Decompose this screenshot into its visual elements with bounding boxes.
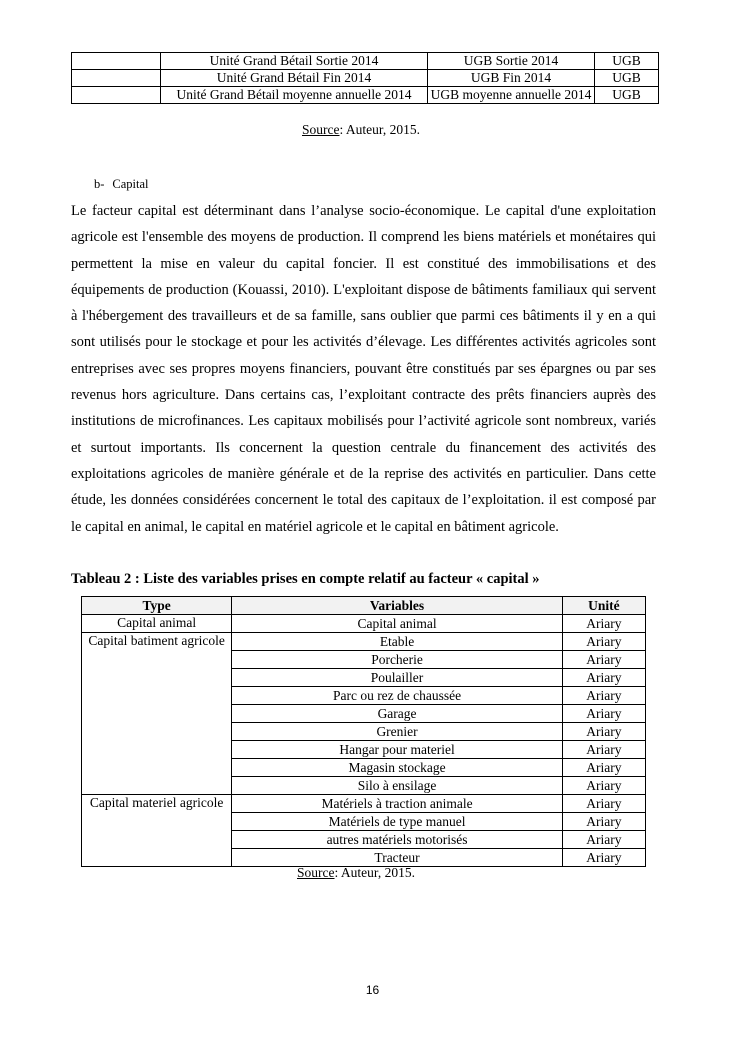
table-cell: UGB moyenne annuelle 2014 [428, 87, 595, 104]
table-cell [72, 53, 161, 70]
table-row [82, 795, 646, 813]
unit-cell: Ariary [562, 831, 645, 849]
unit-cell: Ariary [562, 795, 645, 813]
table2-source [297, 865, 415, 881]
table-cell: UGB [595, 53, 659, 70]
unit-cell: Ariary [562, 741, 645, 759]
table-row [72, 53, 659, 70]
unit-cell: Ariary [562, 633, 645, 651]
type-cell: Capital materiel agricole [82, 795, 232, 867]
table-capital-variables [81, 596, 646, 867]
source-label: Source [302, 122, 340, 137]
table-row [72, 87, 659, 104]
header-unit: Unité [562, 597, 645, 615]
source-label: Source [297, 865, 335, 880]
table2-body [82, 615, 646, 867]
unit-cell: Ariary [562, 849, 645, 867]
unit-cell: Ariary [562, 759, 645, 777]
variable-cell: Hangar pour materiel [232, 741, 563, 759]
variable-cell: Grenier [232, 723, 563, 741]
table-ugb-continuation [71, 52, 659, 104]
unit-cell: Ariary [562, 669, 645, 687]
section-title: Capital [112, 177, 149, 191]
capital-paragraph: Le facteur capital est déterminant dans l’analyse socio-économique. Le capital d'une exploitation agricole est l'ensemble des moyens de production. Il comprend les biens matériels et monétaires qui permettent la mise en valeur du capital foncier. Il est constitué des immobilisations et des équipements de production (Kouassi, 2010). L'exploitant dispose de bâtiments familiaux qui servent à l'hébergement des travailleurs et de sa famille, sans oublier que parmi ces bâtiments il y en a qui sont utilisés pour le stockage et pour les activités d’élevage. Les différentes activités agricoles sont entreprises avec ses propres moyens financiers, pouvant être constitués par ses épargnes ou par ses revenus hors agriculture. Dans certains cas, l’exploitant contracte des prêts financiers auprès des institutions de microfinances. Les capitaux mobilisés pour l’activité agricole sont nombreux, variés et surtout importants. Ils concernent la question centrale du financement des activités des exploitations agricoles de manière générale et de la reprise des activités en particulier. Dans cette étude, les données considérées concernent le total des capitaux de l’exploitation. il est composé par le capital en animal, le capital en matériel agricole et le capital en bâtiment agricole. [71, 203, 656, 535]
variable-cell: Porcherie [232, 651, 563, 669]
section-heading-capital [94, 177, 149, 192]
variable-cell: autres matériels motorisés [232, 831, 563, 849]
table-cell: UGB Sortie 2014 [428, 53, 595, 70]
variable-cell: Garage [232, 705, 563, 723]
table1-body [72, 53, 659, 104]
table-cell: UGB [595, 70, 659, 87]
variable-cell: Tracteur [232, 849, 563, 867]
unit-cell: Ariary [562, 687, 645, 705]
table1-source [302, 122, 420, 138]
unit-cell: Ariary [562, 723, 645, 741]
table-row [82, 633, 646, 651]
unit-cell: Ariary [562, 813, 645, 831]
header-type: Type [82, 597, 232, 615]
table-cell: UGB Fin 2014 [428, 70, 595, 87]
type-cell: Capital animal [82, 615, 232, 633]
source-text: : Auteur, 2015. [334, 865, 415, 880]
table-cell [72, 70, 161, 87]
unit-cell: Ariary [562, 777, 645, 795]
variable-cell: Magasin stockage [232, 759, 563, 777]
variable-cell: Parc ou rez de chaussée [232, 687, 563, 705]
unit-cell: Ariary [562, 705, 645, 723]
variable-cell: Matériels de type manuel [232, 813, 563, 831]
page-number: 16 [365, 983, 380, 997]
section-label: b- [94, 177, 105, 191]
table-cell [72, 87, 161, 104]
table2-header-row [82, 597, 646, 615]
table-row [72, 70, 659, 87]
table-cell: Unité Grand Bétail Fin 2014 [161, 70, 428, 87]
source-text: : Auteur, 2015. [339, 122, 420, 137]
header-variables: Variables [232, 597, 563, 615]
variable-cell: Etable [232, 633, 563, 651]
variable-cell: Poulailler [232, 669, 563, 687]
unit-cell: Ariary [562, 651, 645, 669]
table-cell: Unité Grand Bétail moyenne annuelle 2014 [161, 87, 428, 104]
variable-cell: Silo à ensilage [232, 777, 563, 795]
unit-cell: Ariary [562, 615, 645, 633]
type-cell: Capital batiment agricole [82, 633, 232, 795]
table-cell: Unité Grand Bétail Sortie 2014 [161, 53, 428, 70]
table2-caption: Tableau 2 : Liste des variables prises en compte relatif au facteur « capital » [71, 571, 540, 587]
variable-cell: Matériels à traction animale [232, 795, 563, 813]
table-cell: UGB [595, 87, 659, 104]
table-row [82, 615, 646, 633]
variable-cell: Capital animal [232, 615, 563, 633]
